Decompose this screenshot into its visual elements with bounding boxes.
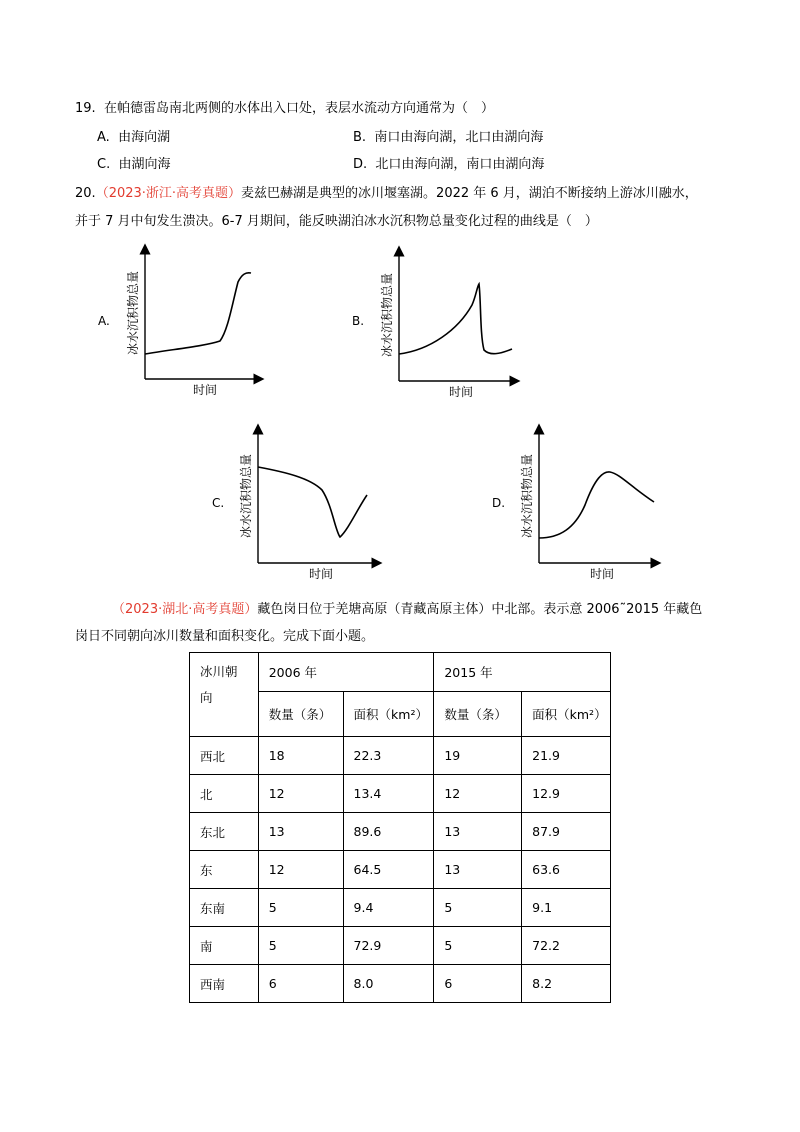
count-2015-cell: 13 — [434, 851, 522, 889]
area-2006-cell: 72.9 — [343, 927, 434, 965]
table-row — [190, 851, 611, 889]
chart-b-ylabel: 冰水沉积物总量 — [380, 272, 394, 357]
count-2006-cell: 6 — [258, 965, 343, 1003]
option-letter: C. — [97, 157, 111, 172]
area-2006-cell: 22.3 — [343, 737, 434, 775]
area-2015-header: 面积（km²） — [522, 692, 611, 737]
chart-b-letter[interactable]: B. — [352, 314, 365, 328]
area-2015-cell: 63.6 — [522, 851, 611, 889]
dir-cell: 东北 — [190, 813, 259, 851]
q19-stem: 在帕德雷岛南北两侧的水体出入口处，表层水流动方向通常为（ ） — [103, 101, 494, 116]
area-2006-cell: 64.5 — [343, 851, 434, 889]
option-letter: B. — [353, 130, 367, 145]
chart-d-curve — [539, 472, 654, 538]
year-2006-header: 2006 年 — [258, 653, 434, 692]
corner-line-1: 冰川朝 — [200, 664, 238, 679]
area-2006-cell: 13.4 — [343, 775, 434, 813]
count-2015-cell: 5 — [434, 889, 522, 927]
chart-b-curve — [399, 284, 512, 354]
dir-cell: 西南 — [190, 965, 259, 1003]
option-letter: A. — [97, 130, 110, 145]
area-2015-cell: 9.1 — [522, 889, 611, 927]
corner-line-2: 向 — [200, 690, 213, 705]
area-2015-cell: 12.9 — [522, 775, 611, 813]
chart-c-curve — [258, 467, 367, 537]
intro-source: （2023·湖北·高考真题） — [112, 602, 258, 617]
q20-source: （2023·浙江·高考真题） — [95, 186, 242, 201]
area-2006-cell: 9.4 — [343, 889, 434, 927]
chart-d — [519, 429, 656, 581]
area-2015-cell: 21.9 — [522, 737, 611, 775]
dir-cell: 西北 — [190, 737, 259, 775]
count-2006-cell: 13 — [258, 813, 343, 851]
table-row — [190, 965, 611, 1003]
count-2006-header: 数量（条） — [258, 692, 343, 737]
area-2015-cell: 8.2 — [522, 965, 611, 1003]
count-2006-cell: 12 — [258, 851, 343, 889]
count-2015-cell: 19 — [434, 737, 522, 775]
chart-c — [238, 429, 377, 581]
count-2006-cell: 5 — [258, 927, 343, 965]
table-row — [190, 889, 611, 927]
count-2015-cell: 6 — [434, 965, 522, 1003]
count-2006-cell: 5 — [258, 889, 343, 927]
dir-cell: 南 — [190, 927, 259, 965]
count-2015-header: 数量（条） — [434, 692, 522, 737]
count-2015-cell: 5 — [434, 927, 522, 965]
intro-line-2 — [75, 625, 374, 644]
chart-c-ylabel: 冰水沉积物总量 — [239, 453, 253, 538]
dir-cell: 北 — [190, 775, 259, 813]
chart-a — [125, 249, 259, 397]
chart-d-letter[interactable]: D. — [492, 496, 506, 510]
count-2006-cell: 18 — [258, 737, 343, 775]
chart-c-letter[interactable]: C. — [212, 496, 225, 510]
area-2015-cell: 87.9 — [522, 813, 611, 851]
q19-number: 19. — [75, 101, 96, 116]
chart-b — [379, 251, 515, 399]
intro-text-2: 岗日不同朝向冰川数量和面积变化。完成下面小题。 — [75, 629, 375, 644]
chart-d-ylabel: 冰水沉积物总量 — [520, 453, 534, 538]
dir-cell: 东 — [190, 851, 259, 889]
option-text: 由海向湖 — [118, 130, 171, 145]
year-2015-header: 2015 年 — [434, 653, 611, 692]
table-corner-header — [190, 653, 259, 737]
option-text: 南口由海向湖，北口由湖向海 — [374, 130, 544, 145]
option-text: 北口由海向湖，南口由湖向海 — [375, 157, 545, 172]
option-text: 由湖向海 — [118, 157, 171, 172]
option-letter: D. — [353, 157, 368, 172]
chart-a-curve — [145, 273, 251, 354]
q20-number: 20. — [75, 186, 96, 201]
area-2006-cell: 8.0 — [343, 965, 434, 1003]
intro-text-1: 藏色岗日位于羌塘高原（青藏高原主体）中北部。表示意 2006˜2015 年藏色 — [257, 602, 703, 617]
chart-a-ylabel: 冰水沉积物总量 — [126, 270, 140, 355]
chart-b-xlabel: 时间 — [449, 385, 474, 399]
count-2006-cell: 12 — [258, 775, 343, 813]
count-2015-cell: 12 — [434, 775, 522, 813]
chart-c-xlabel: 时间 — [309, 567, 334, 581]
table-row — [190, 813, 611, 851]
table-row — [190, 927, 611, 965]
glacier-table — [189, 652, 611, 1003]
q20-text-1: 麦兹巴赫湖是典型的冰川堰塞湖。2022 年 6 月，湖泊不断接纳上游冰川融水， — [241, 186, 698, 201]
count-2015-cell: 13 — [434, 813, 522, 851]
table-row — [190, 775, 611, 813]
table-row — [190, 737, 611, 775]
q20-text-2: 并于 7 月中旬发生溃决。6-7 月期间，能反映湖泊冰水沉积物总量变化过程的曲线是（ ） — [75, 214, 598, 229]
area-2015-cell: 72.2 — [522, 927, 611, 965]
chart-a-xlabel: 时间 — [193, 383, 218, 397]
area-2006-cell: 89.6 — [343, 813, 434, 851]
dir-cell: 东南 — [190, 889, 259, 927]
chart-d-xlabel: 时间 — [590, 567, 615, 581]
area-2006-header: 面积（km²） — [343, 692, 434, 737]
intro-line-1 — [112, 598, 702, 617]
chart-a-letter[interactable]: A. — [98, 314, 110, 328]
